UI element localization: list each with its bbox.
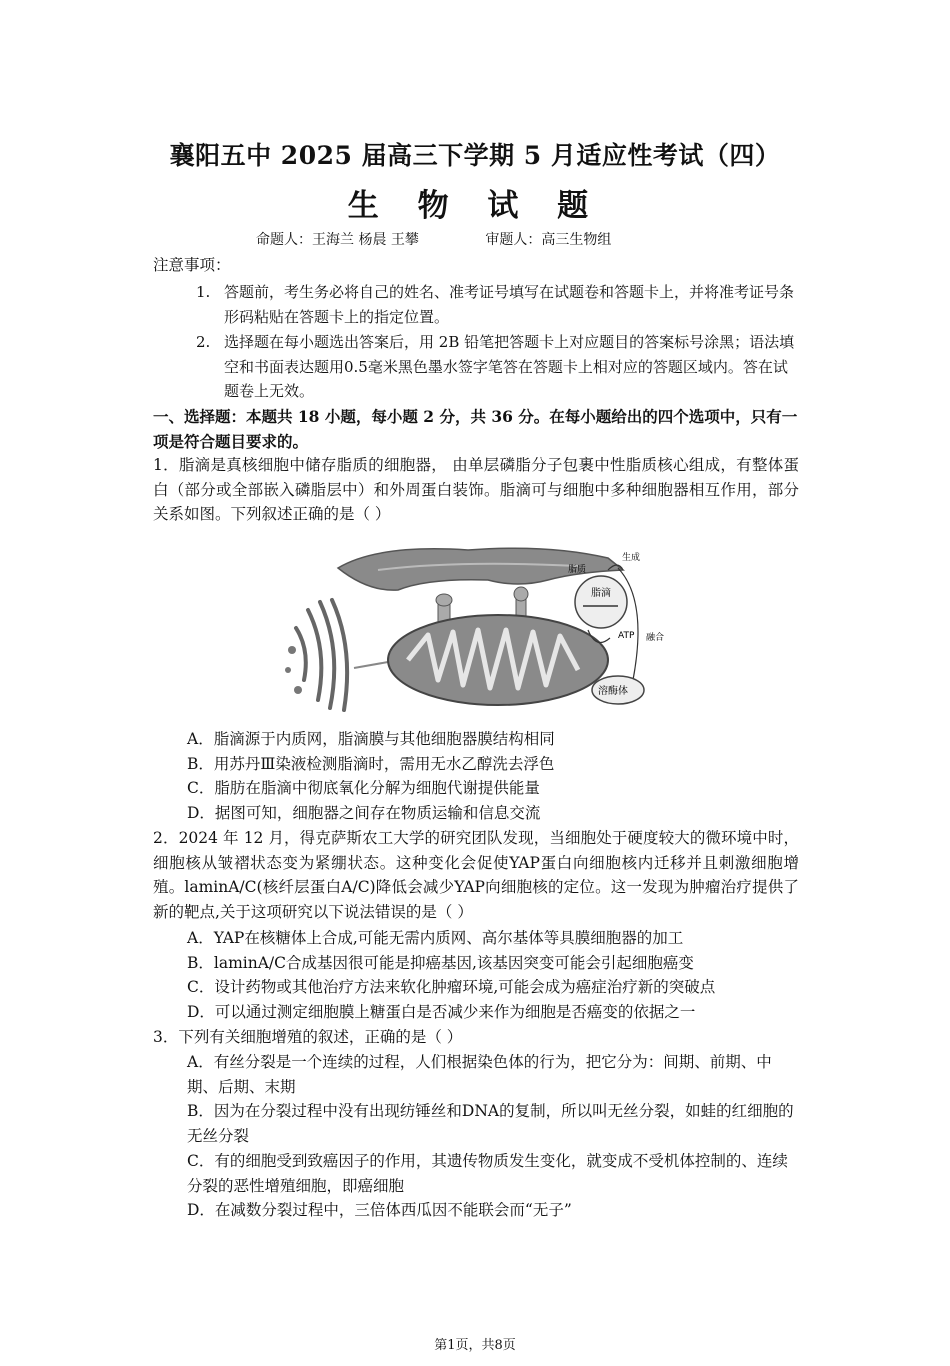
note-item-2 xyxy=(196,330,799,404)
question-2-option-a: A．YAP在核糖体上合成,可能无需内质网、高尔基体等具膜细胞器的加工 xyxy=(187,929,684,947)
label-lipid: 脂质 xyxy=(568,565,587,575)
question-3-option-d: D．在减数分裂过程中，三倍体西瓜因不能联会而“无子” xyxy=(187,1201,572,1219)
reviewer-names: 审题人：高三生物组 xyxy=(485,232,612,248)
question-3-stem: 3．下列有关细胞增殖的叙述，正确的是（ ） xyxy=(153,1028,463,1046)
section-heading: 一、选择题：本题共 18 小题，每小题 2 分，共 36 分。在每小题给出的四个选项中，只有一项是符合题目要求的。 xyxy=(153,407,798,451)
question-2-option-d: D．可以通过测定细胞膜上糖蛋白是否减少来作为细胞是否癌变的依据之一 xyxy=(187,1003,696,1021)
golgi-apparatus xyxy=(296,600,347,710)
label-generate: 生成 xyxy=(622,553,641,563)
exam-title: 襄阳五中 2025 届高三下学期 5 月适应性考试（四） xyxy=(169,141,781,170)
label-atp: ATP xyxy=(618,631,635,641)
notes-heading: 注意事项： xyxy=(153,256,231,274)
lipid-droplet xyxy=(575,576,627,628)
note-text: 答题前，考生务必将自己的姓名、准考证号填写在试题卷和答题卡上，并将准考证号条形码粘贴在答题卡上的指定位置。 xyxy=(224,283,795,326)
question-3-option-b: B．因为在分裂过程中没有出现纺锤丝和DNA的复制，所以叫无丝分裂，如蛙的红细胞的无丝分裂 xyxy=(187,1102,794,1145)
question-2-option-c: C．设计药物或其他治疗方法来软化肿瘤环境,可能会成为癌症治疗新的突破点 xyxy=(187,978,716,996)
question-3-option-c: C．有的细胞受到致癌因子的作用，其遗传物质发生变化，就变成不受机体控制的、连续分裂的恶性增殖细胞，即癌细胞 xyxy=(187,1152,788,1195)
note-item-1 xyxy=(196,280,799,329)
question-1-option-a: A．脂滴源于内质网，脂滴膜与其他细胞器膜结构相同 xyxy=(187,730,555,748)
note-number: 2. xyxy=(196,333,211,351)
question-1-option-c: C．脂肪在脂滴中彻底氧化分解为细胞代谢提供能量 xyxy=(187,779,540,797)
page-footer: 第1页，共8页 xyxy=(434,1338,516,1353)
question-2-option-b: B．laminA/C合成基因很可能是抑癌基因,该基因突变可能会引起细胞癌变 xyxy=(187,954,694,972)
label-lysosome: 溶酶体 xyxy=(598,686,628,697)
question-1-option-b: B．用苏丹Ⅲ染液检测脂滴时，需用无水乙醇洗去浮色 xyxy=(187,755,555,773)
note-number: 1. xyxy=(196,283,211,301)
organelle-interaction-figure xyxy=(278,540,670,720)
question-1-stem: 1．脂滴是真核细胞中储存脂质的细胞器， 由单层磷脂分子包裹中性脂质核心组成，有整体蛋白（部分或全部嵌入磷脂层中）和外周蛋白装饰。脂滴可与细胞中多种细胞器相互作用，部分关系如图。下列叙述正确的是（ ） xyxy=(153,456,799,523)
question-1-option-d: D．据图可知，细胞器之间存在物质运输和信息交流 xyxy=(187,804,541,822)
label-droplet: 脂滴 xyxy=(591,588,611,599)
authors-line xyxy=(256,229,611,249)
setter-names: 命题人：王海兰 杨晨 王攀 xyxy=(256,232,419,248)
note-text: 选择题在每小题选出答案后，用 2B 铅笔把答题卡上对应题目的答案标号涂黑；语法填空和书面表达题用0.5毫米黑色墨水签字笔答在答题卡上相对应的答题区域内。答在试题卷上无效。 xyxy=(224,333,795,400)
question-2-stem: 2．2024 年 12 月，得克萨斯农工大学的研究团队发现，当细胞处于硬度较大的微环境中时，细胞核从皱褶状态变为紧绷状态。这种变化会促使YAP蛋白向细胞核内迁移并且刺激细胞增殖。laminA/C(核纤层蛋白A/C)降低会减少YAP向细胞核的定位。这一发现为肿瘤治疗提供了新的靶点,关于这项研究以下说法错误的是（ ） xyxy=(153,829,799,921)
question-3-option-a: A．有丝分裂是一个连续的过程，人们根据染色体的行为，把它分为：间期、前期、中期、后期、末期 xyxy=(187,1053,772,1096)
subject-title: 生 物 试 题 xyxy=(347,188,603,224)
label-fusion: 融合 xyxy=(646,633,665,643)
